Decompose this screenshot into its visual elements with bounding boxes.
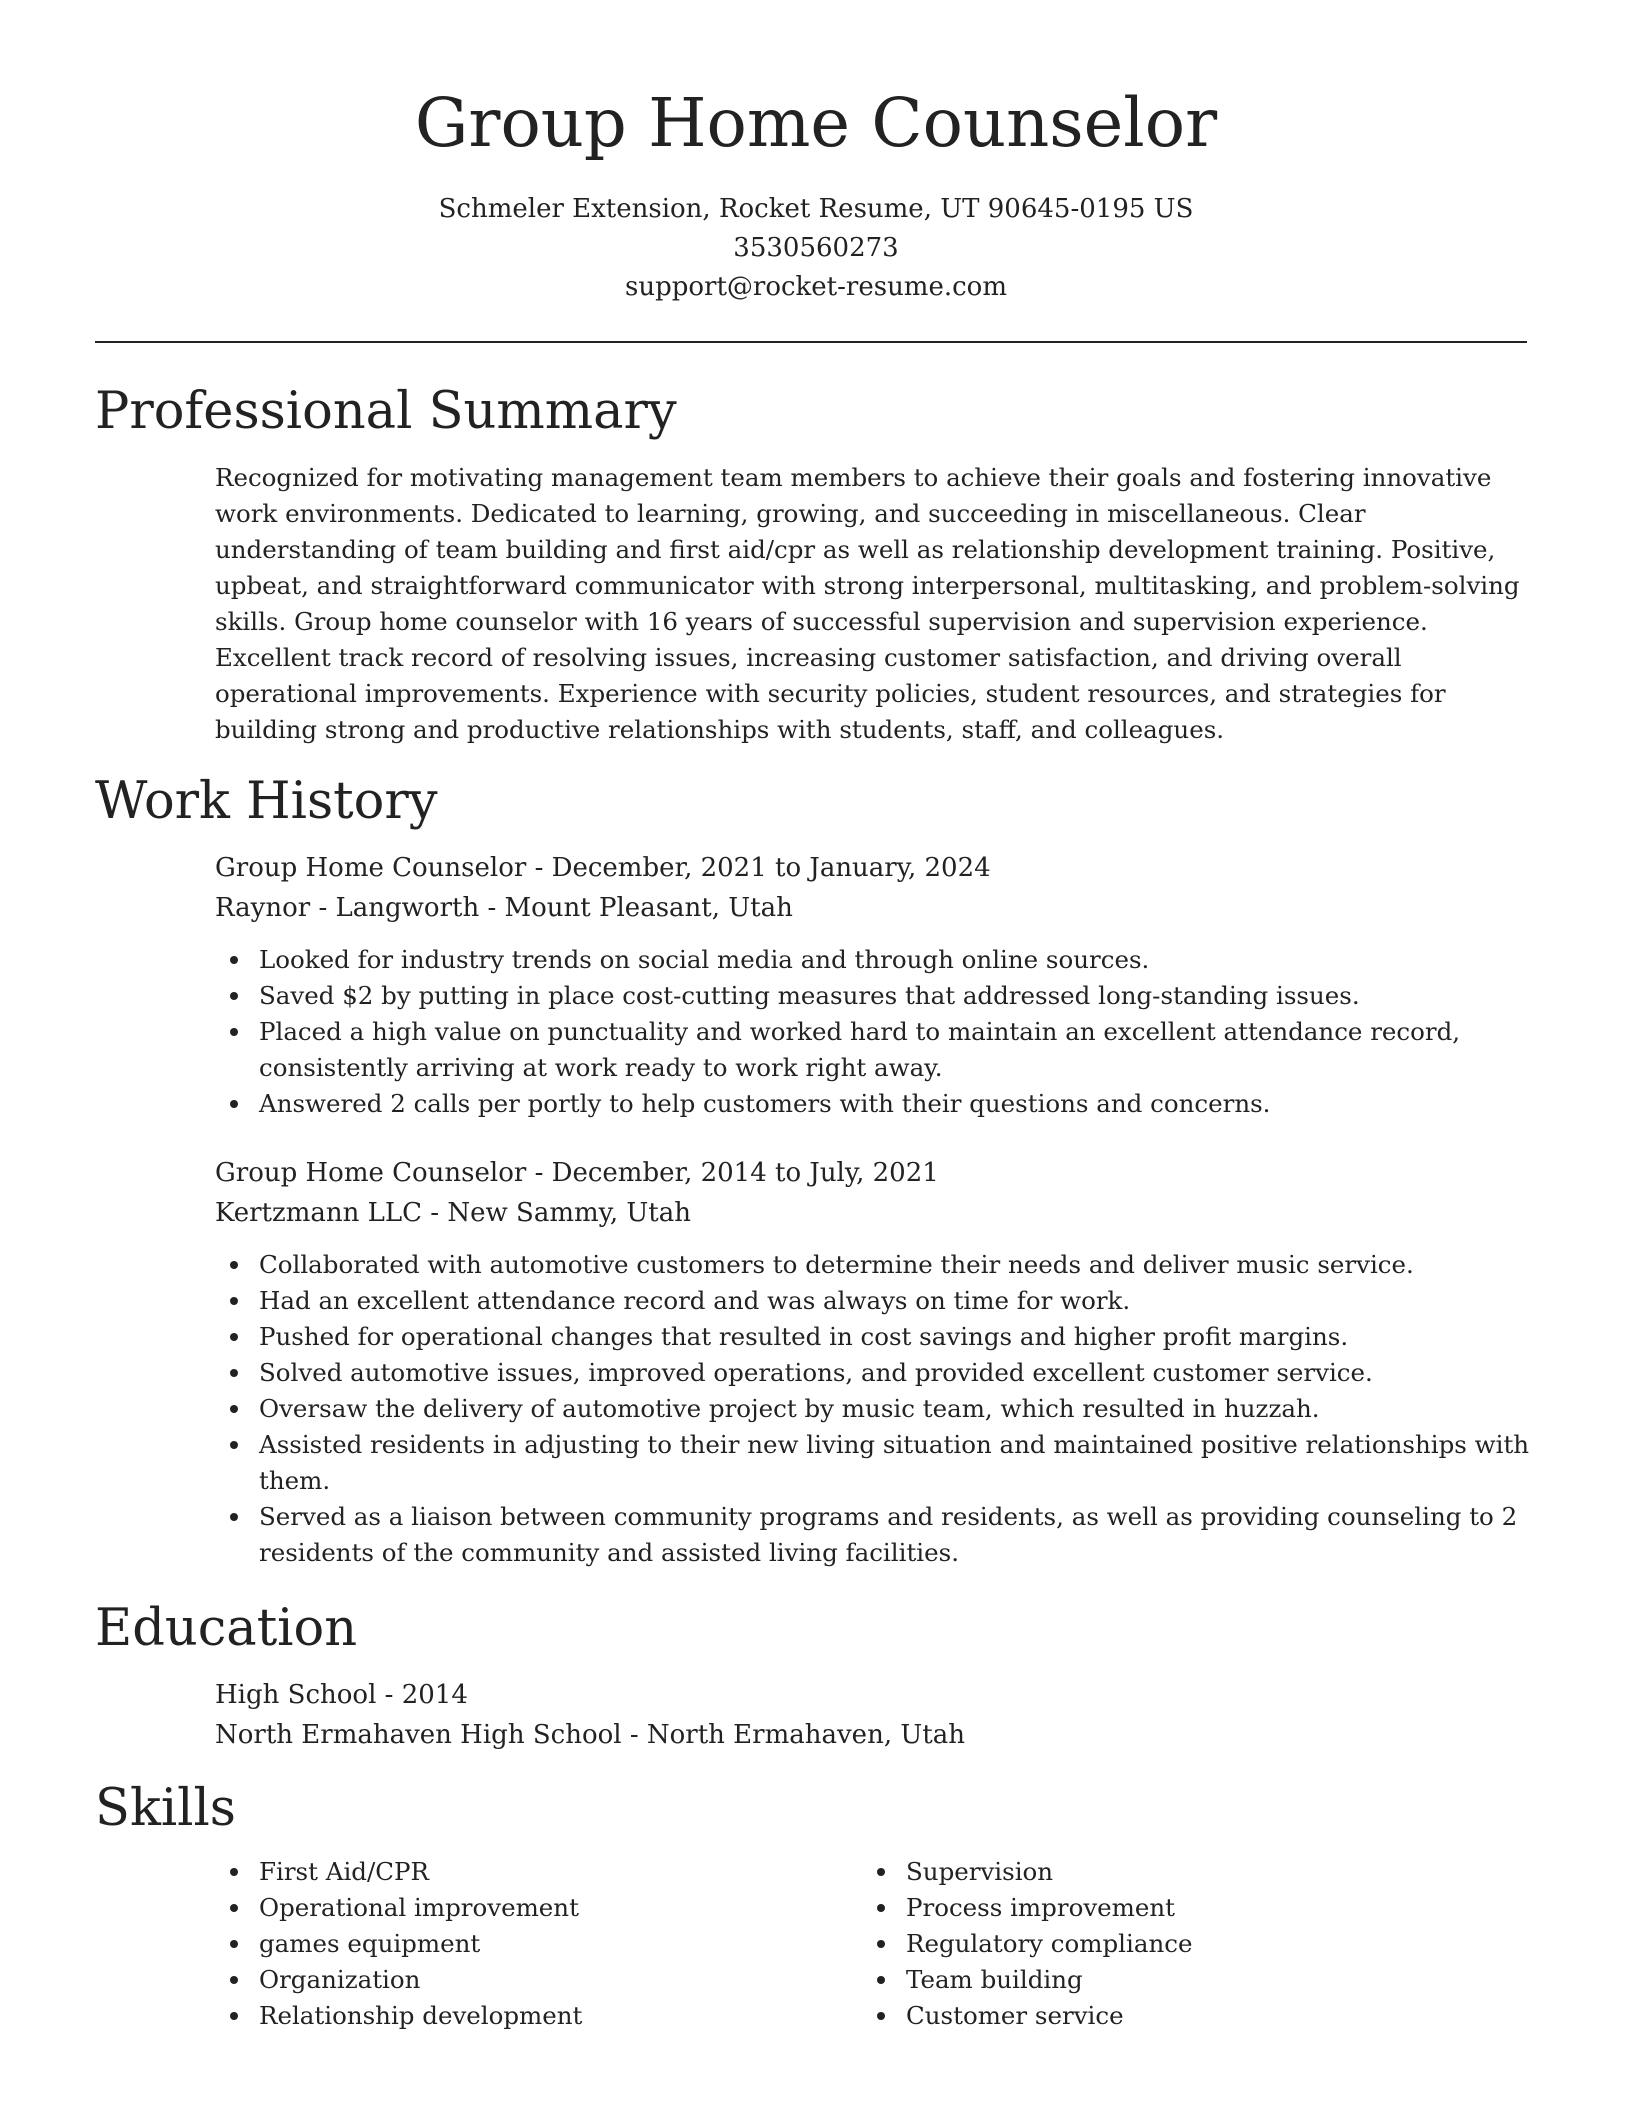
job-dates: - December, 2014 to July, 2021 (526, 1158, 939, 1188)
skill-item: Organization (215, 1962, 815, 1998)
job-role: Group Home Counselor (215, 853, 527, 883)
job-role: Group Home Counselor (215, 1158, 527, 1188)
job-location: - New Sammy, Utah (422, 1198, 691, 1228)
education-entry (215, 1675, 1533, 1755)
list-item: Placed a high value on punctuality and worked hard to maintain an excellent attendance record, consistently arriving at work ready to work right away. (215, 1014, 1533, 1086)
skill-item: Process improvement (862, 1890, 1462, 1926)
education-degree: High School (215, 1680, 377, 1710)
skill-item: Relationship development (215, 1998, 815, 2034)
skill-item: Operational improvement (215, 1890, 815, 1926)
skills-list-left (215, 1854, 815, 2034)
job-bullets (215, 942, 1533, 1122)
section-title-summary: Professional Summary (95, 382, 677, 441)
education-year: - 2014 (376, 1680, 468, 1710)
list-item: Collaborated with automotive customers to determine their needs and deliver music service. (215, 1247, 1533, 1283)
skill-item: Customer service (862, 1998, 1462, 2034)
job-company-line (215, 888, 1533, 928)
skill-item: Regulatory compliance (862, 1926, 1462, 1962)
skill-item: Supervision (862, 1854, 1462, 1890)
job-company: Raynor - Langworth (215, 893, 480, 923)
list-item: Served as a liaison between community programs and residents, as well as providing counseling to 2 residents of the community and assisted living facilities. (215, 1499, 1533, 1571)
section-title-education: Education (95, 1599, 358, 1658)
job-title-line (215, 1153, 1533, 1193)
list-item: Assisted residents in adjusting to their new living situation and maintained positive relationships with them. (215, 1427, 1533, 1499)
contact-address: Schmeler Extension, Rocket Resume, UT 90645-0195 US (438, 194, 1194, 224)
section-title-work-history: Work History (95, 772, 438, 831)
list-item: Saved $2 by putting in place cost-cutting measures that addressed long-standing issues. (215, 978, 1533, 1014)
skill-item: games equipment (215, 1926, 815, 1962)
list-item: Answered 2 calls per portly to help customers with their questions and concerns. (215, 1086, 1533, 1122)
job-company-line (215, 1193, 1533, 1233)
job-bullets (215, 1247, 1533, 1571)
education-school-line (215, 1715, 1533, 1755)
list-item: Solved automotive issues, improved operations, and provided excellent customer service. (215, 1355, 1533, 1391)
list-item: Looked for industry trends on social media and through online sources. (215, 942, 1533, 978)
job-entry (215, 1153, 1533, 1571)
header-divider (95, 341, 1527, 343)
list-item: Oversaw the delivery of automotive project by music team, which resulted in huzzah. (215, 1391, 1533, 1427)
job-location: - Mount Pleasant, Utah (479, 893, 793, 923)
section-title-skills: Skills (95, 1779, 236, 1838)
job-dates: - December, 2021 to January, 2024 (526, 853, 991, 883)
summary-text: Recognized for motivating management team members to achieve their goals and fostering innovative work environments. Dedicated to learning, growing, and succeeding in miscellaneous. Clear understanding of team building and first aid/cpr as well as relationship development training. Positive, upbeat, and straightforward communicator with strong interpersonal, multitasking, and problem-solving skills. Group home counselor with 16 years of successful supervision and supervision experience. Excellent track record of resolving issues, increasing customer satisfaction, and driving overall operational improvements. Experience with security policies, student resources, and strategies for building strong and productive relationships with students, staff, and colleagues. (215, 463, 1520, 744)
job-company: Kertzmann LLC (215, 1198, 423, 1228)
job-title-line (215, 848, 1533, 888)
education-degree-line (215, 1675, 1533, 1715)
education-school: North Ermahaven High School (215, 1720, 622, 1750)
contact-block (0, 190, 1632, 307)
list-item: Had an excellent attendance record and was always on time for work. (215, 1283, 1533, 1319)
skills-column-right (862, 1854, 1462, 2034)
skills-list-right (862, 1854, 1462, 2034)
list-item: Pushed for operational changes that resulted in cost savings and higher profit margins. (215, 1319, 1533, 1355)
skill-item: Team building (862, 1962, 1462, 1998)
skills-column-left (215, 1854, 815, 2034)
job-entry (215, 848, 1533, 1122)
contact-email: support@rocket-resume.com (624, 272, 1007, 302)
resume-name: Group Home Counselor (414, 84, 1218, 162)
skill-item: First Aid/CPR (215, 1854, 815, 1890)
contact-phone: 3530560273 (733, 233, 899, 263)
summary-section (215, 460, 1533, 748)
education-location: - North Ermahaven, Utah (621, 1720, 965, 1750)
